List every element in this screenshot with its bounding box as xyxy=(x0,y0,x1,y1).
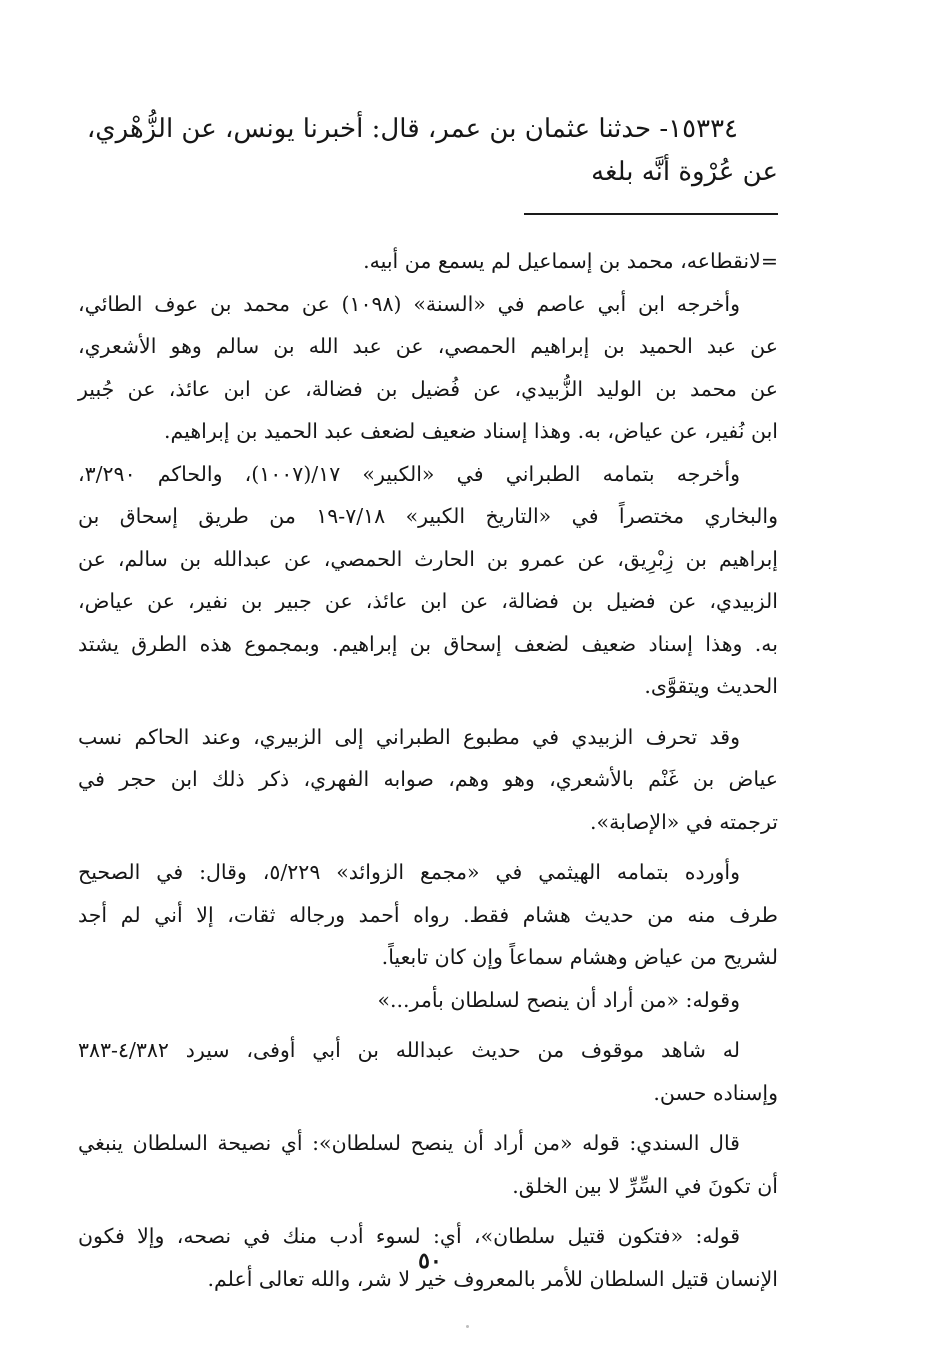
footnote-line: وأخرجه بتمامه الطبراني في «الكبير» ١٧/(١٠٠٧)، والحاكم ٣/٢٩٠، xyxy=(78,461,740,486)
footnote-paragraph xyxy=(78,979,778,1022)
footnote-line: إبراهيم بن زِبْرِيق، عن عمرو بن الحارث الحمصي، عن عبدالله بن سالم، عن xyxy=(78,546,778,571)
footnote-line: له شاهد موقوف من حديث عبدالله بن أبي أوفى، سيرد ٤/٣٨٢-٣٨٣ xyxy=(78,1038,740,1062)
footnote-line: الزبيدي، عن فضيل بن فضالة، عن ابن عائذ، عن جبير بن نفير، عن عياض، xyxy=(78,589,778,613)
footnotes xyxy=(78,240,778,1300)
footnote-line: ابن نُفير، عن عياض، به. وهذا إسناد ضعيف لضعف عبد الحميد بن إبراهيم. xyxy=(164,419,778,443)
footnote-line: لشريح من عياض وهشام سماعاً وإن كان تابعياً. xyxy=(381,945,778,969)
footnote-paragraph xyxy=(78,1029,778,1114)
hadith-text xyxy=(78,108,778,194)
footnote-paragraph xyxy=(78,453,778,708)
footnote-divider xyxy=(524,213,778,215)
hadith-line: عن عُرْوة أنَّه بلغه xyxy=(591,157,778,187)
footnote-line: عن عبد الحميد بن إبراهيم الحمصي، عن عبد الله بن سالم وهو الأشعري، xyxy=(78,334,778,358)
hadith-line: ١٥٣٣٤- حدثنا عثمان بن عمر، قال: أخبرنا يونس، عن الزُّهْري، xyxy=(86,114,738,144)
footnote-line: قوله: «فتكون قتيل سلطان»، أي: لسوء أدب منك في نصحه، وإلا فكون xyxy=(78,1224,740,1248)
scan-speck xyxy=(466,1325,469,1328)
footnote-line: الإنسان قتيل السلطان للأمر بالمعروف خير لا شر، والله تعالى أعلم. xyxy=(207,1266,778,1291)
footnote-line: طرف منه من حديث هشام فقط. رواه أحمد ورجاله ثقات، إلا أني لم أجد xyxy=(78,902,778,927)
footnote-line: =لانقطاعه، محمد بن إسماعيل لم يسمع من أبيه. xyxy=(363,249,778,273)
footnote-line: وقوله: «من أراد أن ينصح لسلطان بأمر...» xyxy=(377,987,740,1012)
footnote-line: ترجمته في «الإصابة». xyxy=(590,809,778,834)
footnote-line: وقد تحرف الزبيدي في مطبوع الطبراني إلى الزبيري، وعند الحاكم نسب xyxy=(78,724,740,749)
page-number: ٥٠ xyxy=(418,1248,442,1274)
footnote-paragraph xyxy=(78,283,778,453)
footnote-line: الحديث ويتقوَّى. xyxy=(644,674,778,698)
footnote-line: عن محمد بن الوليد الزُّبيدي، عن فُضيل بن فضالة، عن ابن عائذ، عن جُبير xyxy=(78,376,778,401)
footnote-line: قال السندي: قوله «من أراد أن ينصح لسلطان»: أي نصيحة السلطان ينبغي xyxy=(78,1131,740,1155)
footnote-paragraph xyxy=(78,851,778,979)
footnote-line: والبخاري مختصراً في «التاريخ الكبير» ٧/١٨-١٩ من طريق إسحاق بن xyxy=(78,504,778,528)
footnote-line: أن تكونَ في السِّرِّ لا بين الخلق. xyxy=(512,1173,778,1198)
footnote-paragraph xyxy=(78,240,778,283)
footnote-line: وإسناده حسن. xyxy=(653,1080,778,1105)
footnote-line: عياض بن غَنْم بالأشعري، وهو وهم، صوابه الفهري، ذكر ذلك ابن حجر في xyxy=(78,767,778,791)
footnote-line: وأخرجه ابن أبي عاصم في «السنة» (١٠٩٨) عن محمد بن عوف الطائي، xyxy=(78,291,740,316)
footnote-line: به. وهذا إسناد ضعيف لضعف إسحاق بن إبراهيم. وبمجموع هذه الطرق يشتد xyxy=(78,631,778,656)
footnote-line: وأورده بتمامه الهيثمي في «مجمع الزوائد» ٥/٢٢٩، وقال: في الصحيح xyxy=(78,860,740,884)
footnote-paragraph xyxy=(78,1122,778,1207)
footnote-paragraph xyxy=(78,716,778,844)
